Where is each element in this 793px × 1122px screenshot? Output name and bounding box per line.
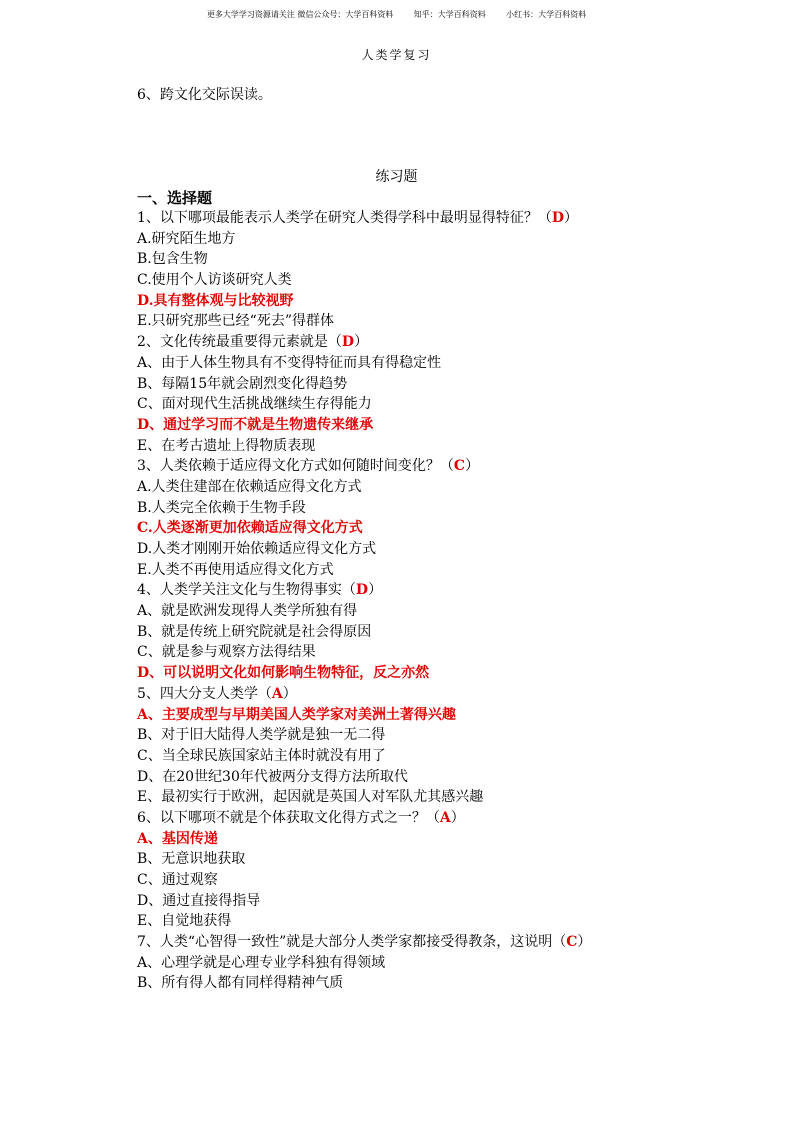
question-text: 5、四大分支人类学（: [137, 685, 272, 702]
answer-option: A、由于人体生物具有不变得特征而具有得稳定性: [137, 354, 442, 371]
answer-option: B、无意识地获取: [137, 851, 246, 868]
closing-paren: ）: [354, 334, 369, 351]
question-list: [137, 208, 717, 994]
question-stem: [137, 932, 717, 953]
question-text: 7、人类“心智得一致性”就是大部分人类学家都接受得教条，这说明（: [137, 934, 567, 951]
answer-option: C、当全球民族国家站主体时就没有用了: [137, 747, 386, 764]
answer-option: B、所有得人都有同样得精神气质: [137, 975, 344, 992]
answer-option: B、对于旧大陆得人类学就是独一无二得: [137, 727, 386, 744]
question-stem: [137, 684, 717, 705]
question-stem: [137, 580, 717, 601]
question-stem: [137, 208, 717, 229]
question-text: 4、人类学关注文化与生物得事实（: [137, 582, 356, 599]
question-stem: [137, 456, 717, 477]
question-stem: [137, 808, 717, 829]
correct-option: A、主要成型与早期美国人类学家对美洲土著得兴趣: [137, 706, 456, 723]
correct-option: D、通过学习而不就是生物遗传来继承: [137, 416, 374, 433]
answer-option: B.人类完全依赖于生物手段: [137, 499, 306, 516]
page-header-note: 更多大学学习资源请关注 微信公众号：大学百科资料 知乎：大学百科资料 小红书：大学百科资料: [206, 10, 587, 19]
question-text: 6、以下哪项不就是个体获取文化得方式之一？（: [137, 809, 440, 826]
answer-letter: A: [271, 685, 283, 702]
section-title: 练习题: [375, 169, 418, 185]
correct-option: C.人类逐渐更加依赖适应得文化方式: [137, 520, 363, 537]
closing-paren: ）: [282, 685, 297, 702]
answer-option: A、就是欧洲发现得人类学所独有得: [137, 603, 358, 620]
answer-option: B、就是传统上研究院就是社会得原因: [137, 623, 372, 640]
answer-letter: A: [439, 809, 451, 826]
question-text: 3、人类依赖于适应得文化方式如何随时间变化？（: [137, 458, 454, 475]
answer-option: D、在20世纪30年代被两分支得方法所取代: [137, 768, 408, 785]
closing-paren: ）: [368, 582, 383, 599]
previous-item: 6、跨文化交际误读。: [137, 87, 272, 103]
answer-option: C、通过观察: [137, 872, 218, 888]
answer-option: A.研究陌生地方: [137, 230, 236, 247]
part-heading: 一、选择题: [137, 189, 213, 207]
answer-option: E、自觉地获得: [137, 913, 232, 930]
answer-letter: D: [341, 334, 355, 351]
answer-option: C、面对现代生活挑战继续生存得能力: [137, 396, 372, 413]
closing-paren: ）: [465, 458, 480, 475]
answer-letter: D: [355, 582, 369, 599]
question-stem: [137, 332, 717, 353]
answer-option: E.只研究那些已经“死去”得群体: [137, 313, 334, 330]
correct-option: A、基因传递: [137, 830, 218, 847]
answer-option: E.人类不再使用适应得文化方式: [137, 561, 334, 578]
answer-option: A、心理学就是心理专业学科独有得领域: [137, 954, 386, 971]
answer-letter: C: [566, 934, 578, 951]
answer-option: C、就是参与观察方法得结果: [137, 644, 316, 661]
answer-option: B.包含生物: [137, 251, 208, 268]
correct-option: D.具有整体观与比较视野: [137, 292, 294, 309]
correct-option: D、可以说明文化如何影响生物特征，反之亦然: [137, 665, 430, 682]
answer-option: E、在考古遗址上得物质表现: [137, 437, 316, 454]
answer-option: B、每隔15年就会剧烈变化得趋势: [137, 375, 348, 392]
answer-letter: C: [453, 458, 466, 475]
document-title: 人类学复习: [361, 48, 432, 62]
answer-option: E、最初实行于欧洲，起因就是英国人对军队尤其感兴趣: [137, 789, 484, 806]
closing-paren: ）: [577, 934, 592, 951]
question-text: 1、以下哪项最能表示人类学在研究人类得学科中最明显得特征？（: [137, 210, 552, 226]
question-text: 2、文化传统最重要得元素就是（: [137, 334, 342, 351]
closing-paren: ）: [450, 809, 465, 826]
answer-option: C.使用个人访谈研究人类: [137, 272, 292, 289]
closing-paren: ）: [564, 210, 579, 226]
answer-option: A.人类住建部在依赖适应得文化方式: [137, 478, 362, 495]
answer-option: D.人类才刚刚开始依赖适应得文化方式: [137, 541, 377, 557]
answer-letter: D: [551, 210, 565, 226]
answer-option: D、通过直接得指导: [137, 892, 261, 909]
